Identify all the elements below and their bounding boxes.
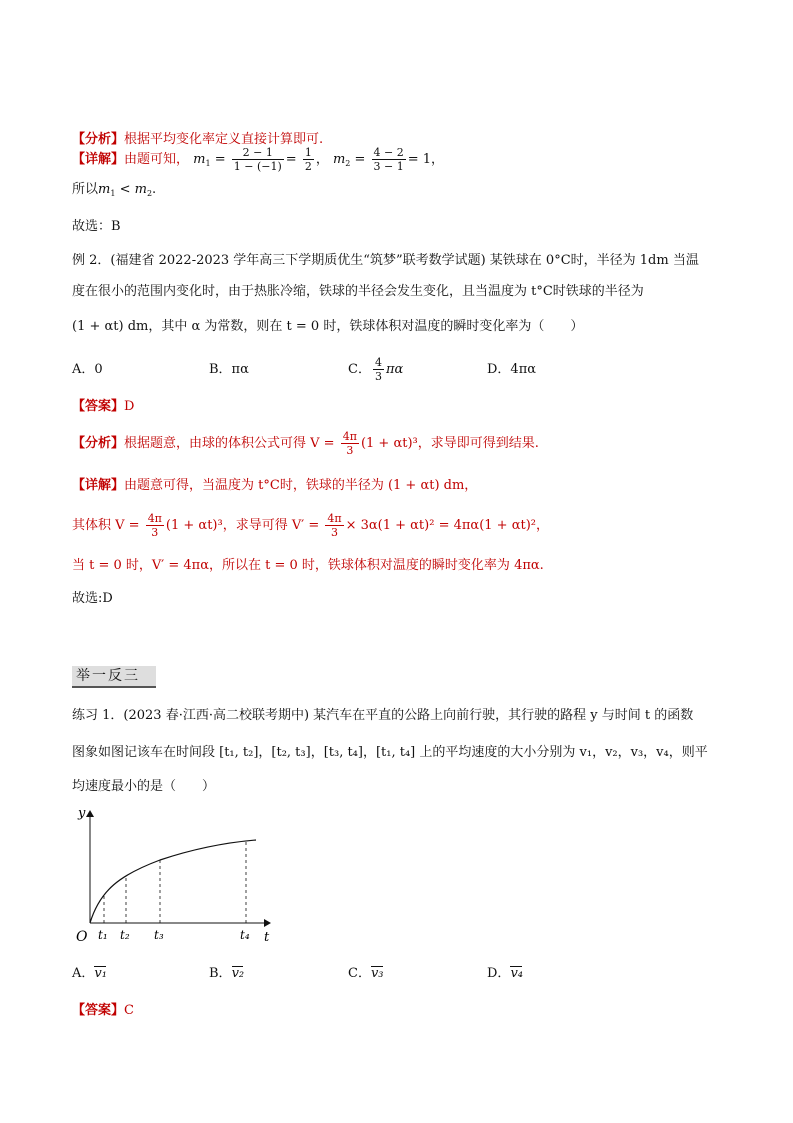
- y-label: y: [78, 806, 86, 821]
- ex2-line1: 例 2．(福建省 2022-2023 学年高三下学期质优生“筑梦”联考数学试题) 某铁球在 0°C时，半径为 1dm 当温: [72, 253, 699, 268]
- m1-value: $\frac{1}{2}$: [304, 146, 312, 173]
- ex2-when: 当 t = 0 时，V′ = 4πα，所以在 t = 0 时，铁球体积对温度的瞬时变化率为 4πα.: [72, 558, 544, 573]
- distance-time-graph: [70, 805, 290, 945]
- ex3-line3: 均速度最小的是（ ）: [72, 779, 216, 794]
- ex3-answer: 【答案】C: [72, 1003, 134, 1018]
- ex3-option-b: B．v₂: [209, 966, 245, 981]
- m1-fraction: $\frac{2 - 1}{1 - (-1)}$: [233, 146, 282, 173]
- analysis-tag: 【分析】: [72, 132, 125, 147]
- origin-label: O: [76, 929, 88, 945]
- m2-value: = 1，: [407, 152, 445, 167]
- detail-lead: 由题可知，: [124, 152, 190, 167]
- q1-conclusion: 所以$m_1 < m_2$.: [72, 182, 157, 198]
- ex2-option-b: B．πα: [209, 362, 249, 377]
- tick-t4: t₄: [240, 928, 250, 942]
- ex2-analysis: 【分析】根据题意，由球的体积公式可得 V = $\frac{4\pi}{3}$ (1 + αt)³，求导即可得到结果.: [72, 430, 539, 457]
- ex3-line2: 图象如图记该车在时间段 [t₁, t₂]，[t₂, t₃]，[t₃, t₄]，[t₁, t₄] 上的平均速度的大小分别为 v₁，v₂，v₃，v₄，则平: [72, 745, 708, 760]
- ex2-choose: 故选:D: [72, 591, 113, 606]
- ex3-option-d: D．v₄: [487, 966, 523, 981]
- m1-symbol: m: [193, 152, 206, 167]
- curve: [90, 840, 256, 923]
- ex3-option-c: C．v₃: [348, 966, 384, 981]
- tick-t3: t₃: [154, 928, 164, 942]
- x-label: t: [264, 930, 270, 945]
- ex2-answer: 【答案】D: [72, 399, 135, 414]
- tick-t1: t₁: [98, 928, 108, 942]
- ex3-option-a: A．v₁: [72, 966, 107, 981]
- analysis-text: 根据平均变化率定义直接计算即可.: [124, 132, 324, 147]
- ex3-line1: 练习 1．(2023 春·江西·高二校联考期中) 某汽车在平直的公路上向前行驶，其行驶的路程 y 与时间 t 的函数: [72, 708, 694, 723]
- ex2-option-c: C． $\frac{4}{3}$ πα: [348, 356, 404, 383]
- ex2-detail: 【详解】由题意可得，当温度为 t°C时，铁球的半径为 (1 + αt) dm，: [72, 478, 478, 493]
- detail-tag: 【详解】: [72, 152, 125, 167]
- ex2-option-a: A．0: [72, 362, 103, 377]
- ex2-option-d: D．4πα: [487, 362, 537, 377]
- q1-choose: 故选：B: [72, 219, 121, 234]
- tick-t2: t₂: [120, 928, 130, 942]
- ex2-line2: 度在很小的范围内变化时，由于热胀冷缩，铁球的半径会发生变化，且当温度为 t°C时铁球的半径为: [72, 284, 644, 299]
- ex2-volume: 其体积 V = $\frac{4\pi}{3}$ (1 + αt)³，求导可得 V′ = $\frac{4\pi}{3}$ × 3α(1 + αt)² = 4πα(1 + αt)²，: [72, 512, 549, 539]
- m2-fraction: $\frac{4 - 2}{3 - 1}$: [373, 146, 404, 173]
- q1-detail-line: 【详解】由题可知， $m_1$ = $\frac{2 - 1}{1 - (-1)}$ = $\frac{1}{2}$ ， $m_2$ = $\frac{4 - 2}{3 - 1}$ = 1，: [72, 146, 445, 173]
- ex2-line3: (1 + αt) dm，其中 α 为常数，则在 t = 0 时，铁球体积对温度的瞬时变化率为（ ）: [72, 319, 584, 334]
- section-banner: 举一反三: [72, 666, 156, 688]
